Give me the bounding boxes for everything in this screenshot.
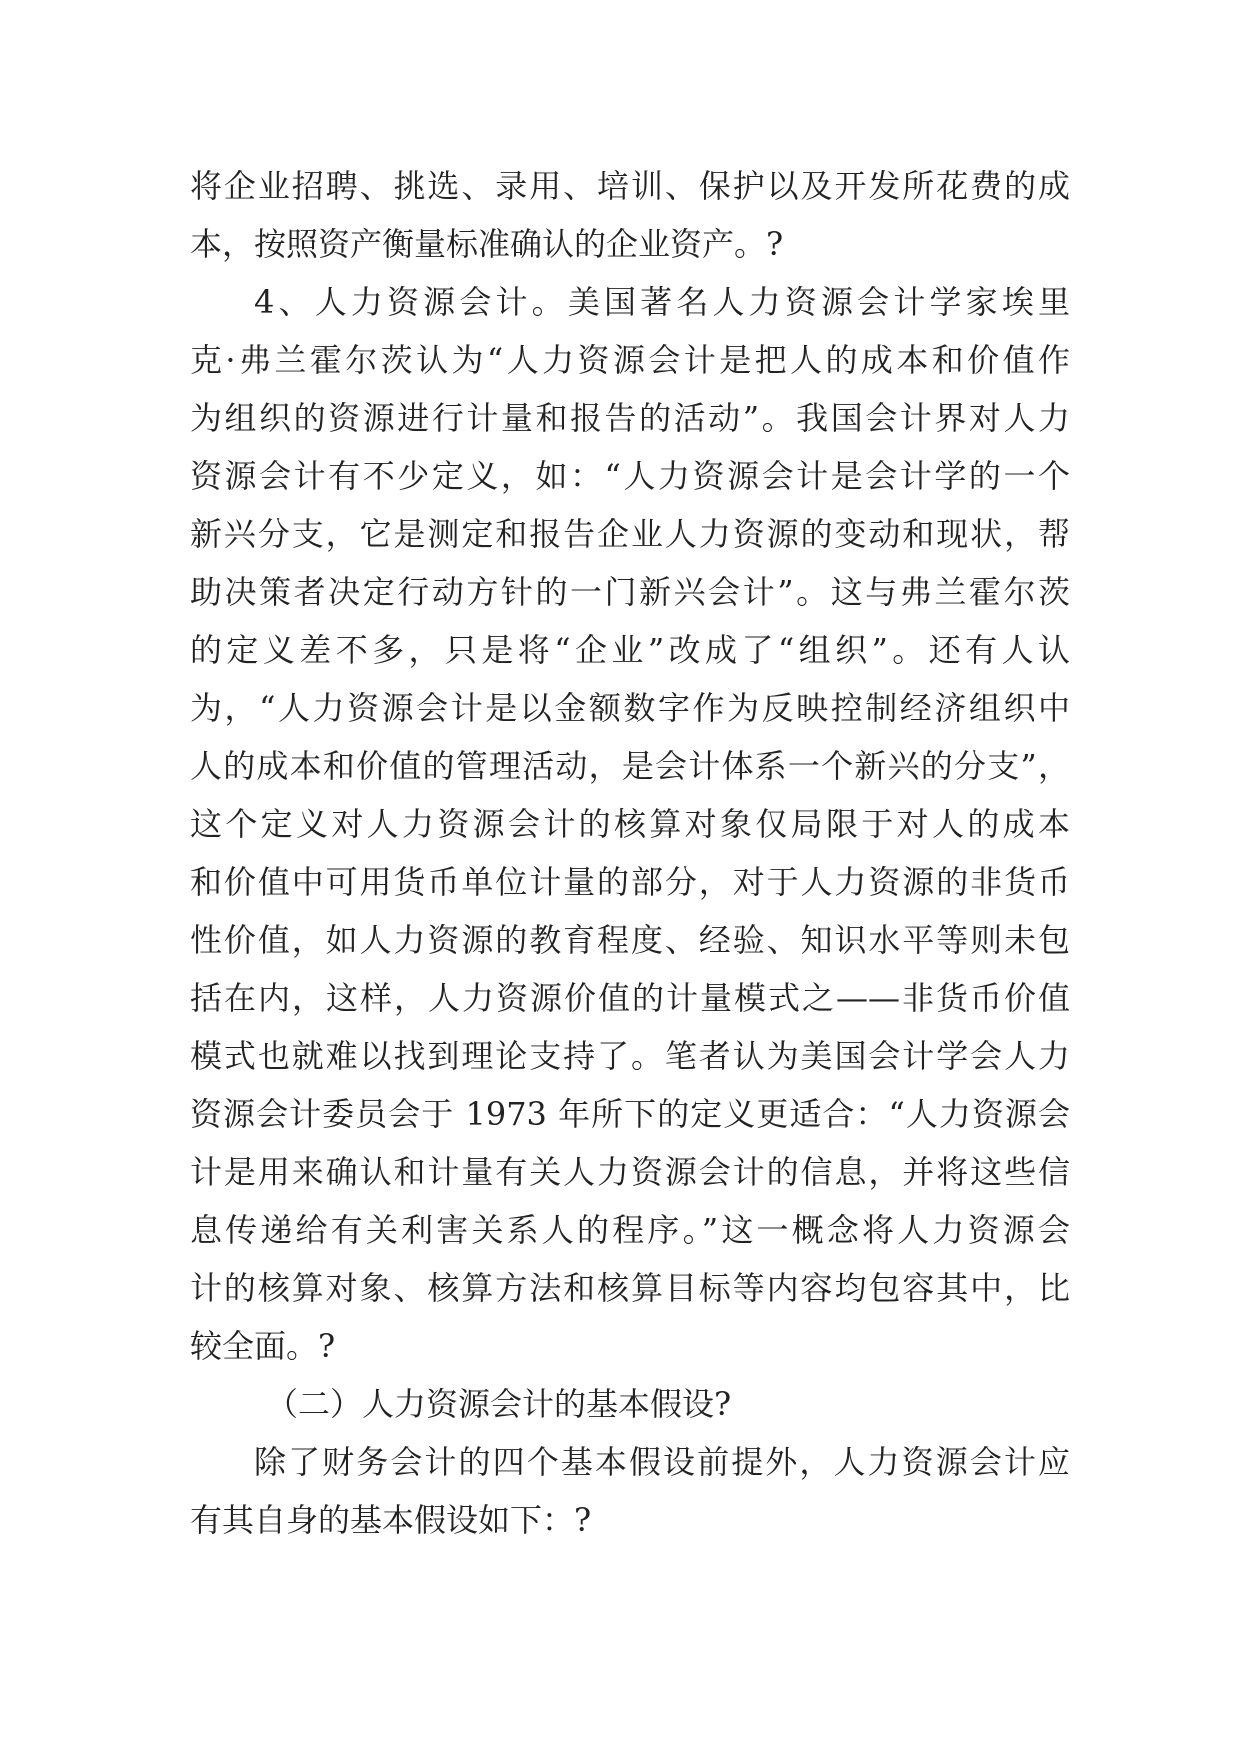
document-body (190, 157, 1070, 1549)
paragraph-first-line: 除了财务会计的四个基本假设前提外，人力资源会计应 (254, 1443, 1070, 1481)
text-line: 息传递给有关利害关系人的程序。”这一概念将人力资源会 (190, 1211, 1070, 1249)
text-line: 模式也就难以找到理论支持了。笔者认为美国会计学会人力 (190, 1037, 1070, 1075)
text-line: 计的核算对象、核算方法和核算目标等内容均包容其中，比 (190, 1269, 1070, 1307)
text-line: 和价值中可用货币单位计量的部分，对于人力资源的非货币 (190, 863, 1070, 901)
text-line: 这个定义对人力资源会计的核算对象仅局限于对人的成本 (190, 805, 1070, 843)
paragraph-first-line: 4、人力资源会计。美国著名人力资源会计学家埃里 (254, 283, 1070, 321)
text-line: 助决策者决定行动方针的一门新兴会计”。这与弗兰霍尔茨 (190, 573, 1070, 611)
text-line: 克·弗兰霍尔茨认为“人力资源会计是把人的成本和价值作 (190, 341, 1070, 379)
section-heading: （二）人力资源会计的基本假设? (266, 1385, 732, 1423)
text-line: 新兴分支，它是测定和报告企业人力资源的变动和现状，帮 (190, 515, 1070, 553)
text-line: 性价值，如人力资源的教育程度、经验、知识水平等则未包 (190, 921, 1070, 959)
text-line: 为，“人力资源会计是以金额数字作为反映控制经济组织中 (190, 689, 1070, 727)
text-line: 有其自身的基本假设如下：? (190, 1501, 592, 1539)
text-line: 的定义差不多，只是将“企业”改成了“组织”。还有人认 (190, 631, 1070, 669)
text-line: 较全面。? (190, 1327, 336, 1365)
text-line: 人的成本和价值的管理活动，是会计体系一个新兴的分支”， (190, 747, 1070, 785)
text-line: 为组织的资源进行计量和报告的活动”。我国会计界对人力 (190, 399, 1070, 437)
text-line: 资源会计有不少定义，如：“人力资源会计是会计学的一个 (190, 457, 1070, 495)
text-line: 括在内，这样，人力资源价值的计量模式之——非货币价值 (190, 979, 1070, 1017)
text-line: 计是用来确认和计量有关人力资源会计的信息，并将这些信 (190, 1153, 1070, 1191)
text-line: 将企业招聘、挑选、录用、培训、保护以及开发所花费的成 (190, 167, 1070, 205)
text-line: 资源会计委员会于 1973 年所下的定义更适合：“人力资源会 (190, 1095, 1070, 1133)
text-line: 本，按照资产衡量标准确认的企业资产。? (190, 225, 784, 263)
